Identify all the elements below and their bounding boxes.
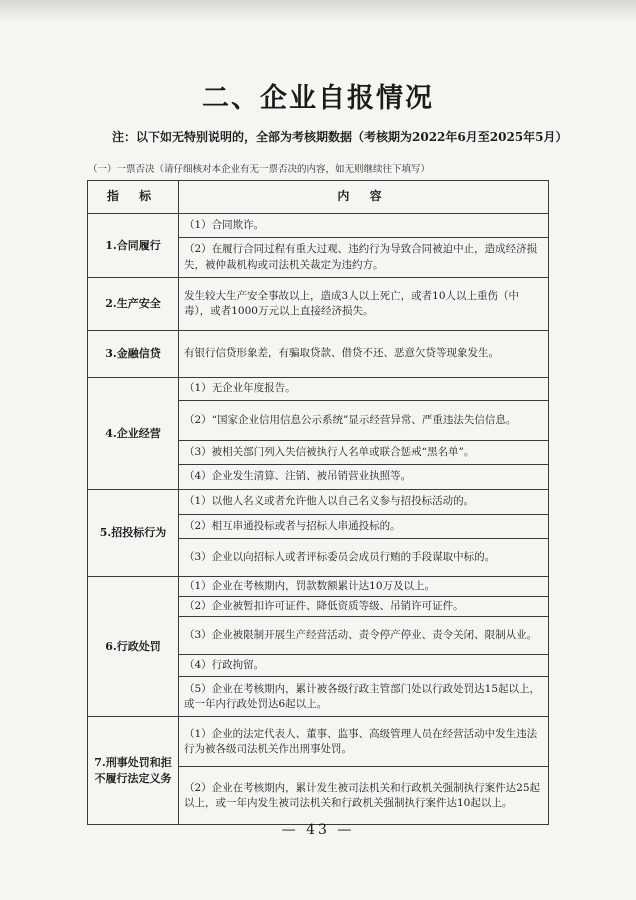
indicator-cell: 3.金融信贷 bbox=[88, 331, 179, 378]
table-row bbox=[88, 214, 549, 238]
indicator-cell: 2.生产安全 bbox=[88, 278, 179, 331]
indicator-cell: 5.招投标行为 bbox=[88, 490, 179, 577]
table-row bbox=[88, 490, 549, 515]
content-cell: （2）在履行合同过程有重大过观、违约行为导致合同被迫中止，造成经济损失，被仲裁机构或司法机关裁定为违约方。 bbox=[179, 238, 549, 278]
table-row bbox=[88, 577, 549, 597]
section-subheading: （一）一票否决（请仔细核对本企业有无一票否决的内容，如无则继续往下填写） bbox=[88, 164, 431, 175]
content-cell: （4）行政拘留。 bbox=[179, 655, 549, 677]
page-number: — 43 — bbox=[281, 822, 355, 838]
content-cell: （1）合同欺诈。 bbox=[179, 214, 549, 238]
content-cell: （2）相互串通投标或者与招标人串通投标的。 bbox=[179, 515, 549, 539]
content-cell: （3）被相关部门列入失信被执行人名单或联合惩戒“黑名单”。 bbox=[179, 441, 549, 465]
content-cell: （1）无企业年度报告。 bbox=[179, 378, 549, 401]
indicator-cell: 7.刑事处罚和拒不履行法定义务 bbox=[88, 717, 179, 825]
content-cell: 发生较大生产安全事故以上，造成3人以上死亡，或者10人以上重伤（中毒），或者1000万元以上直接经济损失。 bbox=[179, 278, 549, 331]
content-cell: （3）企业以向招标人或者评标委员会成员行贿的手段谋取中标的。 bbox=[179, 539, 549, 577]
content-cell: （2）“国家企业信用信息公示系统”显示经营异常、严重违法失信信息。 bbox=[179, 401, 549, 441]
page-title: 二、企业自报情况 bbox=[202, 83, 434, 114]
table-header-row bbox=[88, 181, 549, 214]
content-cell: （2）企业在考核期内，累计发生被司法机关和行政机关强制执行案件达25起以上，或一年内发生被司法机关和行政机关强制执行案件达10起以上。 bbox=[179, 767, 549, 825]
table-row bbox=[88, 331, 549, 378]
header-content: 内 容 bbox=[179, 181, 549, 214]
indicator-cell: 6.行政处罚 bbox=[88, 577, 179, 717]
content-cell: （1）企业在考核期内，罚款数额累计达10万及以上。 bbox=[179, 577, 549, 597]
veto-table bbox=[87, 180, 549, 825]
header-indicator: 指 标 bbox=[88, 181, 179, 214]
scan-shadow bbox=[0, 0, 636, 22]
content-cell: （1）以他人名义或者允许他人以自己名义参与招投标活动的。 bbox=[179, 490, 549, 515]
indicator-cell: 1.合同履行 bbox=[88, 214, 179, 278]
indicator-cell: 4.企业经营 bbox=[88, 378, 179, 490]
table-row bbox=[88, 378, 549, 401]
note-text: 注：以下如无特别说明的，全部为考核期数据（考核期为2022年6月至2025年5月） bbox=[112, 130, 568, 144]
table-row bbox=[88, 717, 549, 767]
table-row bbox=[88, 278, 549, 331]
content-cell: （1）企业的法定代表人、董事、监事、高级管理人员在经营活动中发生违法行为被各级司法机关作出刑事处罚。 bbox=[179, 717, 549, 767]
content-cell: （5）企业在考核期内，累计被各级行政主管部门处以行政处罚达15起以上，或一年内行政处罚达6起以上。 bbox=[179, 677, 549, 717]
content-cell: （3）企业被限制开展生产经营活动、责令停产停业、责令关闭、限制从业。 bbox=[179, 617, 549, 655]
content-cell: 有银行信贷形象差，有骗取贷款、借贷不还、恶意欠贷等现象发生。 bbox=[179, 331, 549, 378]
content-cell: （4）企业发生清算、注销、被吊销营业执照等。 bbox=[179, 465, 549, 490]
content-cell: （2）企业被暂扣许可证件、降低资质等级、吊销许可证件。 bbox=[179, 597, 549, 617]
